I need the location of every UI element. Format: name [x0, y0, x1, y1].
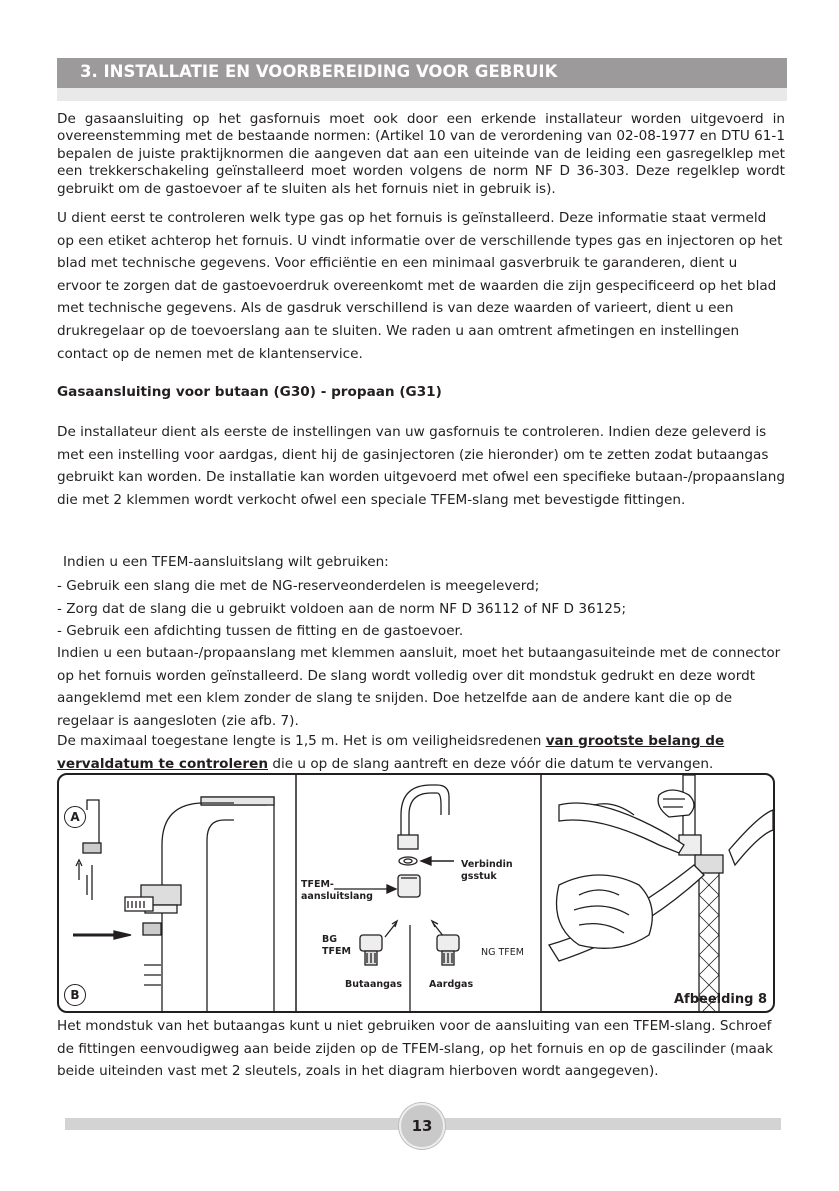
list-item: - Gebruik een afdichting tussen de fitting en de gastoevoer. — [57, 620, 626, 643]
tfem-intro: Indien u een TFEM-aansluitslang wilt gebruiken: — [63, 554, 389, 570]
label-ng-tfem: NG TFEM — [481, 947, 524, 958]
list-item: - Zorg dat de slang die u gebruikt voldoen aan de norm NF D 36112 of NF D 36125; — [57, 598, 626, 621]
section-title: 3. INSTALLATIE EN VOORBEREIDING VOOR GEBRUIK — [80, 62, 558, 81]
figure-8 — [57, 773, 775, 1013]
list-item: - Gebruik een slang die met de NG-reserveonderdelen is meegeleverd; — [57, 575, 626, 598]
page-number: 13 — [399, 1103, 445, 1149]
paragraph-clamps: Indien u een butaan-/propaanslang met klemmen aansluit, moet het butaangasuiteinde met de connector op het fornuis worden geïnstalleerd. De slang wordt volledig over dit mondstuk gedrukt en deze wordt aangeklemd met een klem zonder de slang te snijden. Doe hetzelfde aan de andere kant die op de regelaar is aangesloten (zie afb. 7). — [57, 645, 781, 729]
panel-cooker-connection — [73, 797, 274, 1011]
figure-caption: Afbeelding 8 — [673, 992, 767, 1007]
paragraph-tfem-fittings: Het mondstuk van het butaangas kunt u niet gebruiken voor de aansluiting van een TFEM-slang. Schroef de fittingen eenvoudigweg aan beide zijden op de TFEM-slang, op het fornuis en op de gascilinder (maak beide uiteinden vast met 2 sleutels, zoals in het diagram hierboven wordt aangegeven). — [57, 1018, 774, 1080]
header-underline — [57, 88, 787, 101]
expiry-warning: van grootste belang de vervaldatum te controleren — [57, 733, 725, 772]
max-length-text-end: die u op de slang aantreft en deze vóór die datum te vervangen. — [268, 755, 714, 772]
figure-label-a: A — [64, 806, 86, 828]
label-tfem-aansluitslang: TFEM- aansluitslang — [301, 879, 373, 902]
paragraph-installer: De installateur dient als eerste de instellingen van uw gasfornuis te controleren. Indien deze geleverd is met een instelling voor aardgas, dient hij de gasinjectoren (zie hieronder) om te zetten zodat butaangas gebruikt kan worden. De installatie kan worden uitgevoerd met ofwel een specifieke butaan-/propaanslang die met 2 klemmen wordt verkocht ofwel een speciale TFEM-slang met bevestigde fittingen. — [57, 424, 785, 508]
figure-label-b: B — [64, 984, 86, 1006]
paragraph-gas-type: U dient eerst te controleren welk type gas op het fornuis is geïnstalleerd. Deze informatie staat vermeld op een etiket achterop het fornuis. U vindt informatie over de verschillende types gas en injectoren op het blad met technische gegevens. Voor efficiëntie en een minimaal gasverbruik te garanderen, dient u ervoor te zorgen dat de gastoevoerdruk overeenkomt met de waarden die zijn gespecificeerd op het blad met technische gegevens. Als de gasdruk verschillend is van deze waarden of varieert, dient u een drukregelaar op de toevoerslang aan te sluiten. We raden u aan omtrent afmetingen en instellingen contact op de nemen met de klantenservice. — [57, 210, 783, 362]
subheading-butane-propane: Gasaansluiting voor butaan (G30) - propaan (G31) — [57, 384, 442, 400]
label-butaangas: Butaangas — [345, 979, 402, 990]
max-length-text: De maximaal toegestane lengte is 1,5 m. Het is om veiligheidsredenen — [57, 733, 546, 749]
label-bg-tfem: BG TFEM — [322, 934, 351, 957]
paragraph-max-length — [57, 730, 785, 775]
tfem-instruction-list — [57, 575, 626, 643]
figure-illustration — [59, 775, 773, 1011]
label-aardgas: Aardgas — [429, 979, 474, 990]
panel-wrench-tightening — [549, 775, 773, 1011]
paragraph-intro: De gasaansluiting op het gasfornuis moet ook door een erkende installateur worden uitgevoerd in overeenstemming met de bestaande normen: (Artikel 10 van de verordening van 02-08-1977 en DTU 61-1 bepalen de juiste praktijknormen die aangeven dat aan een uiteinde van de leiding een gasregelklep met een trekkerschakeling geïnstalleerd moet worden volgens de norm NF D 36-303. Deze regelklep wordt gebruikt om de gastoevoer af te sluiten als het fornuis niet in gebruik is). — [57, 111, 785, 197]
label-verbindingsstuk: Verbindin gsstuk — [461, 859, 513, 882]
